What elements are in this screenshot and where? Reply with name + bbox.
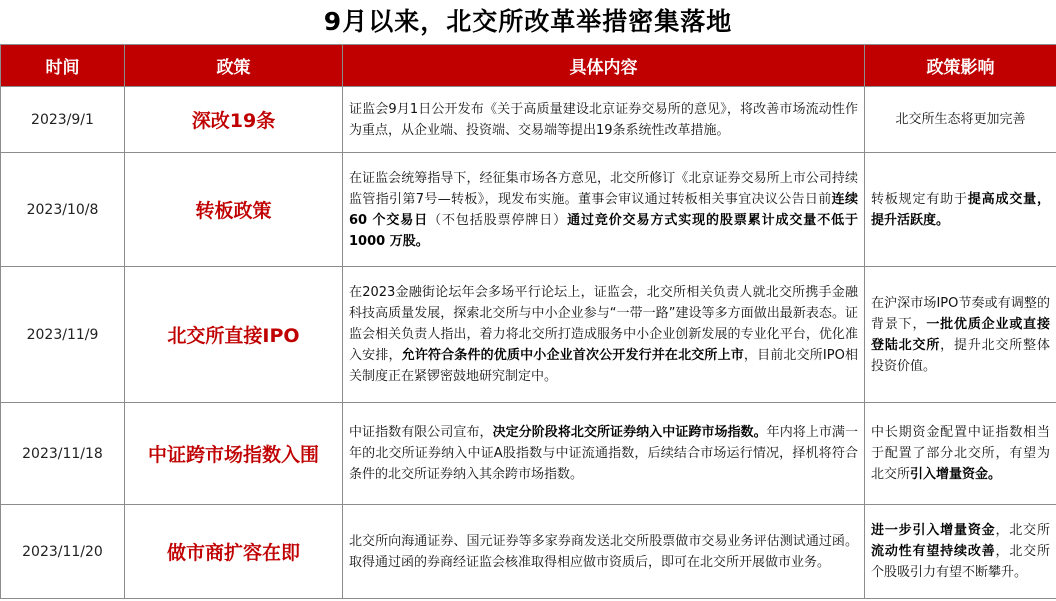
row-content <box>343 403 865 505</box>
bold-text-segment: 连续 60 个交易日 <box>349 191 858 228</box>
table-header-row <box>1 45 1056 87</box>
text-segment: 证监会9月1日公开发布《关于高质量建设北京证券交易所的意见》，将改善市场流动性作为重点，从企业端、投资端、交易端等提出19条系统性改革措施。 <box>349 101 858 138</box>
row-policy: 北交所直接IPO <box>125 267 343 403</box>
bold-text-segment: 提高成交量，提升活跃度。 <box>871 191 1050 228</box>
text-segment: 在证监会统筹指导下，经征集市场各方意见，北交所修订《北京证券交易所上市公司持续监管指引第7号—转板》，现发布实施。董事会审议通过转板相关事宜决议公告日前 <box>349 170 858 207</box>
text-segment: 年内将上市满一年的北交所证券纳入中证A股指数与中证流通指数，后续结合市场运行情况，择机将符合条件的北交所证券纳入其余跨市场指数。 <box>349 425 858 482</box>
bold-text-segment: 引入增量资金。 <box>910 467 1002 482</box>
row-content <box>343 267 865 403</box>
table-row <box>1 403 1056 505</box>
text-segment: ，北交所个股吸引力有望不断攀升。 <box>871 544 1050 580</box>
bold-text-segment: 允许符合条件的优质中小企业首次公开发行并在北交所上市 <box>401 348 744 363</box>
row-policy: 转板政策 <box>125 153 343 267</box>
text-segment: 中证指数有限公司宣布， <box>349 425 493 440</box>
header-time: 时间 <box>1 45 125 87</box>
bold-text-segment: 决定分阶段将北交所证券纳入中证跨市场指数。 <box>492 425 767 440</box>
row-impact <box>865 505 1056 599</box>
row-policy: 深改19条 <box>125 87 343 153</box>
row-impact <box>865 267 1056 403</box>
text-segment: 中长期资金配置中证指数相当于配置了部分北交所，有望为北交所 <box>871 425 1050 482</box>
row-policy: 做市商扩容在即 <box>125 505 343 599</box>
text-segment: 转板规定有助于 <box>871 191 968 207</box>
table-row <box>1 87 1056 153</box>
text-segment: 在沪深市场IPO节奏或有调整的背景下， <box>871 295 1050 332</box>
text-segment: 北交所向海通证券、国元证券等多家券商发送北交所股票做市交易业务评估测试通过函。取得通过函的券商经证监会核准取得相应做市资质后，即可在北交所开展做市业务。 <box>349 533 858 570</box>
row-impact <box>865 403 1056 505</box>
row-policy: 中证跨市场指数入围 <box>125 403 343 505</box>
row-content <box>343 87 865 153</box>
row-date: 2023/9/1 <box>1 87 125 153</box>
row-impact <box>865 87 1056 153</box>
table-row <box>1 267 1056 403</box>
row-content <box>343 153 865 267</box>
bold-text-segment: 流动性有望持续改善 <box>871 544 996 559</box>
text-segment: ，提升北交所整体投资价值。 <box>871 337 1050 374</box>
row-date: 2023/11/20 <box>1 505 125 599</box>
page-title: 9月以来，北交所改革举措密集落地 <box>323 7 733 36</box>
bold-text-segment: 一批优质企业或直接登陆北交所 <box>871 316 1050 353</box>
header-policy: 政策 <box>125 45 343 87</box>
text-segment: ，北交所 <box>995 523 1050 538</box>
row-date: 2023/10/8 <box>1 153 125 267</box>
row-date: 2023/11/18 <box>1 403 125 505</box>
row-impact <box>865 153 1056 267</box>
text-segment: ，目前北交所IPO相关制度正在紧锣密鼓地研究制定中。 <box>349 348 858 384</box>
bold-text-segment: 通过竞价交易方式实现的股票累计成交量不低于 1000 万股。 <box>349 212 858 249</box>
header-impact: 政策影响 <box>865 45 1056 87</box>
row-date: 2023/11/9 <box>1 267 125 403</box>
header-content: 具体内容 <box>343 45 865 87</box>
text-segment: 在2023金融街论坛年会多场平行论坛上，证监会，北交所相关负责人就北交所携手金融科技高质量发展，探索北交所与中小企业参与“一带一路”建设等多方面做出最新表态。证监会相关负责人指出，着力将北交所打造成服务中小企业创新发展的专业化平台，优化准入安排， <box>349 285 858 363</box>
text-segment: （不包括股票停牌日） <box>428 212 568 228</box>
bold-text-segment: 进一步引入增量资金 <box>871 523 996 538</box>
text-segment: 北交所生态将更加完善 <box>895 112 1026 127</box>
table-row <box>1 153 1056 267</box>
table-row <box>1 505 1056 599</box>
policy-table <box>0 44 1056 599</box>
row-content <box>343 505 865 599</box>
